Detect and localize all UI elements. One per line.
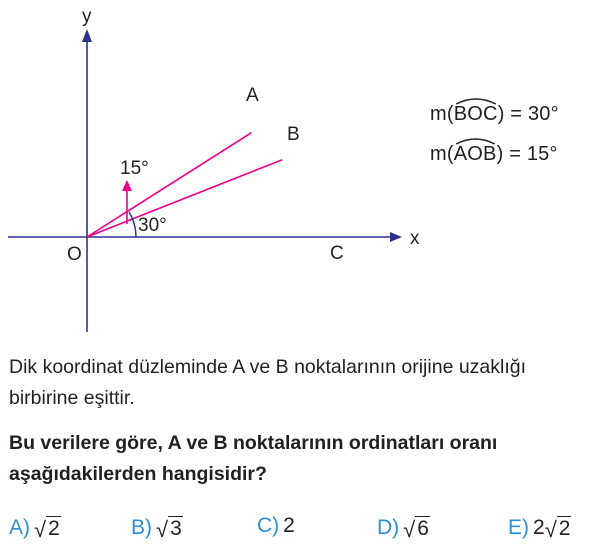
given-suffix: ) = 30°: [497, 103, 559, 125]
axes: [8, 29, 402, 332]
radicand: 2: [558, 517, 571, 540]
angle-15-pointer-arrow-icon: [122, 180, 132, 191]
ray-ob: [87, 160, 282, 237]
angle-30-label: 30°: [138, 215, 167, 236]
rays: [87, 133, 282, 237]
choice-letter: A): [9, 515, 30, 539]
arc-notation-aob: [454, 143, 497, 166]
choice-letter: D): [377, 515, 400, 539]
sqrt-expression: [156, 514, 183, 541]
arc-notation-boc: [454, 103, 498, 126]
radicand: 2: [48, 517, 60, 540]
choice-letter: B): [131, 515, 152, 539]
given-prefix: m(: [430, 103, 454, 125]
radicand: 3: [170, 517, 182, 540]
arc-letters: AOB: [453, 143, 497, 165]
sqrt-icon: √: [544, 517, 557, 542]
statement-line: birbirine eşittir.: [9, 387, 135, 409]
choice-letter: C): [257, 514, 280, 537]
choice-a[interactable]: [9, 514, 61, 541]
sqrt-icon: √: [156, 517, 169, 542]
arc-letters: BOC: [453, 103, 498, 125]
point-c-label: C: [330, 243, 344, 264]
choice-e[interactable]: [508, 514, 571, 541]
given-angle-boc: [430, 103, 559, 126]
x-axis-label: x: [410, 228, 420, 249]
radicand: 6: [417, 517, 429, 540]
choice-coefficient: 2: [533, 515, 545, 539]
sqrt-expression: [403, 514, 430, 541]
sqrt-expression: [545, 514, 572, 541]
origin-label: O: [67, 244, 82, 265]
x-axis-arrow-icon: [390, 232, 402, 242]
choice-b[interactable]: [131, 514, 183, 541]
angle-15-label: 15°: [120, 158, 149, 179]
prompt-line: aşağıdakilerden hangisidir?: [9, 463, 267, 485]
sqrt-icon: √: [34, 517, 47, 542]
sqrt-icon: √: [403, 517, 416, 542]
given-angle-aob: [430, 143, 558, 166]
answer-choices: [0, 514, 606, 548]
y-axis-label: y: [82, 6, 92, 27]
statement-line: Dik koordinat düzleminde A ve B noktalarının orijine uzaklığı: [9, 356, 527, 378]
choice-d[interactable]: [377, 514, 430, 541]
question-prompt: [9, 428, 606, 490]
prompt-line: Bu verilere göre, A ve B noktalarının ordinatları oranı: [9, 432, 498, 454]
sqrt-expression: [34, 514, 61, 541]
given-suffix: ) = 15°: [496, 143, 558, 165]
angle-arc-30: [129, 212, 136, 237]
question-statement: [9, 352, 606, 414]
given-prefix: m(: [430, 143, 454, 165]
point-b-label: B: [287, 124, 300, 145]
ray-oa: [87, 133, 252, 237]
point-a-label: A: [246, 85, 259, 106]
choice-value: 2: [283, 514, 295, 537]
choice-letter: E): [508, 515, 529, 539]
choice-c[interactable]: [257, 514, 295, 538]
y-axis-arrow-icon: [82, 29, 92, 42]
